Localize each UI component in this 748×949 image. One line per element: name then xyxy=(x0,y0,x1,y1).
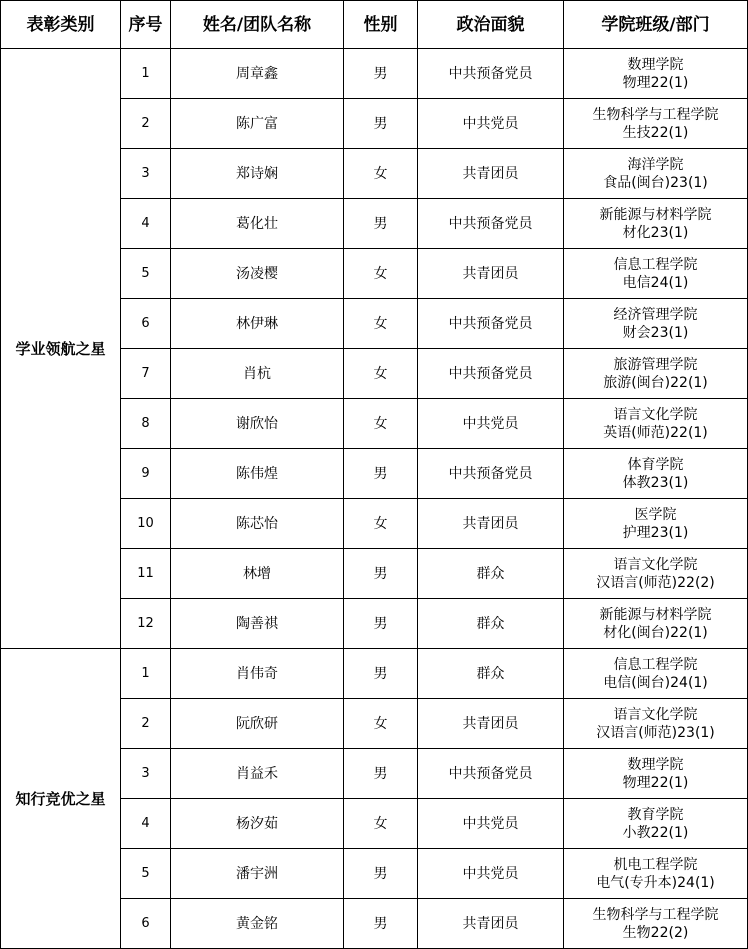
college-name: 医学院 xyxy=(634,506,677,523)
gender-cell: 男 xyxy=(344,99,418,149)
name-cell: 陈广富 xyxy=(171,99,344,149)
gender-cell: 男 xyxy=(344,649,418,699)
college-name: 信息工程学院 xyxy=(613,256,698,273)
college-name: 教育学院 xyxy=(627,806,684,823)
gender-cell: 男 xyxy=(344,599,418,649)
class-name: 材化(闽台)22(1) xyxy=(603,624,708,641)
header-row xyxy=(1,1,748,49)
college-name: 信息工程学院 xyxy=(613,656,698,673)
gender-cell: 男 xyxy=(344,899,418,949)
college-name: 经济管理学院 xyxy=(613,306,698,323)
class-name: 财会23(1) xyxy=(622,324,689,341)
name-cell: 郑诗娴 xyxy=(171,149,344,199)
political-status-cell: 中共党员 xyxy=(418,799,564,849)
class-name: 物理22(1) xyxy=(622,74,689,91)
name-cell: 林增 xyxy=(171,549,344,599)
class-name: 英语(师范)22(1) xyxy=(603,424,708,441)
gender-cell: 女 xyxy=(344,499,418,549)
political-status-cell: 中共预备党员 xyxy=(418,749,564,799)
political-status-cell: 共青团员 xyxy=(418,899,564,949)
political-status-cell: 中共预备党员 xyxy=(418,449,564,499)
name-cell: 林伊琳 xyxy=(171,299,344,349)
college-class-cell xyxy=(564,899,748,949)
seq-cell: 3 xyxy=(121,749,171,799)
gender-cell: 女 xyxy=(344,799,418,849)
political-status-cell: 中共预备党员 xyxy=(418,299,564,349)
seq-cell: 4 xyxy=(121,199,171,249)
class-name: 护理23(1) xyxy=(622,524,689,541)
seq-cell: 9 xyxy=(121,449,171,499)
college-class-cell xyxy=(564,699,748,749)
class-name: 生技22(1) xyxy=(622,124,689,141)
name-cell: 黄金铭 xyxy=(171,899,344,949)
gender-cell: 男 xyxy=(344,199,418,249)
college-class-cell xyxy=(564,149,748,199)
name-cell: 陈伟煌 xyxy=(171,449,344,499)
header-political: 政治面貌 xyxy=(418,1,564,49)
gender-cell: 男 xyxy=(344,549,418,599)
college-name: 生物科学与工程学院 xyxy=(592,106,719,123)
header-gender: 性别 xyxy=(344,1,418,49)
seq-cell: 5 xyxy=(121,849,171,899)
college-name: 旅游管理学院 xyxy=(613,356,698,373)
political-status-cell: 中共预备党员 xyxy=(418,49,564,99)
seq-cell: 6 xyxy=(121,899,171,949)
gender-cell: 男 xyxy=(344,749,418,799)
category-cell: 知行竞优之星 xyxy=(1,649,121,949)
class-name: 生物22(2) xyxy=(622,924,689,941)
political-status-cell: 共青团员 xyxy=(418,699,564,749)
class-name: 电信24(1) xyxy=(622,274,689,291)
name-cell: 陈芯怡 xyxy=(171,499,344,549)
seq-cell: 6 xyxy=(121,299,171,349)
gender-cell: 女 xyxy=(344,699,418,749)
header-college-class: 学院班级/部门 xyxy=(564,1,748,49)
college-name: 新能源与材料学院 xyxy=(599,606,712,623)
name-cell: 潘宇洲 xyxy=(171,849,344,899)
name-cell: 肖杭 xyxy=(171,349,344,399)
gender-cell: 女 xyxy=(344,249,418,299)
college-class-cell xyxy=(564,499,748,549)
college-class-cell xyxy=(564,549,748,599)
class-name: 旅游(闽台)22(1) xyxy=(603,374,708,391)
gender-cell: 男 xyxy=(344,849,418,899)
class-name: 汉语言(师范)23(1) xyxy=(596,724,715,741)
political-status-cell: 共青团员 xyxy=(418,499,564,549)
name-cell: 周章鑫 xyxy=(171,49,344,99)
class-name: 体教23(1) xyxy=(622,474,689,491)
header-name: 姓名/团队名称 xyxy=(171,1,344,49)
class-name: 小教22(1) xyxy=(622,824,689,841)
gender-cell: 女 xyxy=(344,399,418,449)
college-class-cell xyxy=(564,749,748,799)
class-name: 电信(闽台)24(1) xyxy=(603,674,708,691)
college-class-cell xyxy=(564,199,748,249)
college-name: 语言文化学院 xyxy=(613,406,698,423)
name-cell: 阮欣研 xyxy=(171,699,344,749)
table-row xyxy=(1,649,748,699)
seq-cell: 4 xyxy=(121,799,171,849)
seq-cell: 2 xyxy=(121,699,171,749)
college-name: 体育学院 xyxy=(627,456,684,473)
table-row xyxy=(1,49,748,99)
seq-cell: 1 xyxy=(121,649,171,699)
gender-cell: 女 xyxy=(344,349,418,399)
political-status-cell: 群众 xyxy=(418,649,564,699)
college-name: 数理学院 xyxy=(627,56,684,73)
political-status-cell: 中共预备党员 xyxy=(418,349,564,399)
table-body xyxy=(1,49,748,949)
seq-cell: 3 xyxy=(121,149,171,199)
college-class-cell xyxy=(564,599,748,649)
political-status-cell: 共青团员 xyxy=(418,149,564,199)
college-name: 海洋学院 xyxy=(627,156,684,173)
political-status-cell: 中共党员 xyxy=(418,849,564,899)
political-status-cell: 中共预备党员 xyxy=(418,199,564,249)
name-cell: 谢欣怡 xyxy=(171,399,344,449)
college-class-cell xyxy=(564,49,748,99)
college-class-cell xyxy=(564,799,748,849)
gender-cell: 女 xyxy=(344,149,418,199)
college-name: 生物科学与工程学院 xyxy=(592,906,719,923)
name-cell: 肖伟奇 xyxy=(171,649,344,699)
header-category: 表彰类别 xyxy=(1,1,121,49)
political-status-cell: 中共党员 xyxy=(418,99,564,149)
name-cell: 汤凌樱 xyxy=(171,249,344,299)
name-cell: 杨汐茹 xyxy=(171,799,344,849)
college-class-cell xyxy=(564,99,748,149)
college-class-cell xyxy=(564,649,748,699)
college-class-cell xyxy=(564,299,748,349)
gender-cell: 男 xyxy=(344,449,418,499)
college-name: 新能源与材料学院 xyxy=(599,206,712,223)
gender-cell: 女 xyxy=(344,299,418,349)
college-class-cell xyxy=(564,349,748,399)
college-class-cell xyxy=(564,399,748,449)
political-status-cell: 群众 xyxy=(418,549,564,599)
class-name: 汉语言(师范)22(2) xyxy=(596,574,715,591)
seq-cell: 12 xyxy=(121,599,171,649)
political-status-cell: 共青团员 xyxy=(418,249,564,299)
name-cell: 肖益禾 xyxy=(171,749,344,799)
name-cell: 葛化壮 xyxy=(171,199,344,249)
political-status-cell: 群众 xyxy=(418,599,564,649)
college-name: 机电工程学院 xyxy=(613,856,698,873)
college-name: 语言文化学院 xyxy=(613,706,698,723)
name-cell: 陶善祺 xyxy=(171,599,344,649)
college-class-cell xyxy=(564,249,748,299)
class-name: 食品(闽台)23(1) xyxy=(603,174,708,191)
college-class-cell xyxy=(564,449,748,499)
class-name: 物理22(1) xyxy=(622,774,689,791)
college-name: 语言文化学院 xyxy=(613,556,698,573)
class-name: 材化23(1) xyxy=(622,224,689,241)
category-cell: 学业领航之星 xyxy=(1,49,121,649)
gender-cell: 男 xyxy=(344,49,418,99)
seq-cell: 10 xyxy=(121,499,171,549)
header-seq: 序号 xyxy=(121,1,171,49)
seq-cell: 8 xyxy=(121,399,171,449)
political-status-cell: 中共党员 xyxy=(418,399,564,449)
seq-cell: 11 xyxy=(121,549,171,599)
seq-cell: 5 xyxy=(121,249,171,299)
college-name: 数理学院 xyxy=(627,756,684,773)
class-name: 电气(专升本)24(1) xyxy=(596,874,715,891)
seq-cell: 7 xyxy=(121,349,171,399)
college-class-cell xyxy=(564,849,748,899)
seq-cell: 2 xyxy=(121,99,171,149)
seq-cell: 1 xyxy=(121,49,171,99)
